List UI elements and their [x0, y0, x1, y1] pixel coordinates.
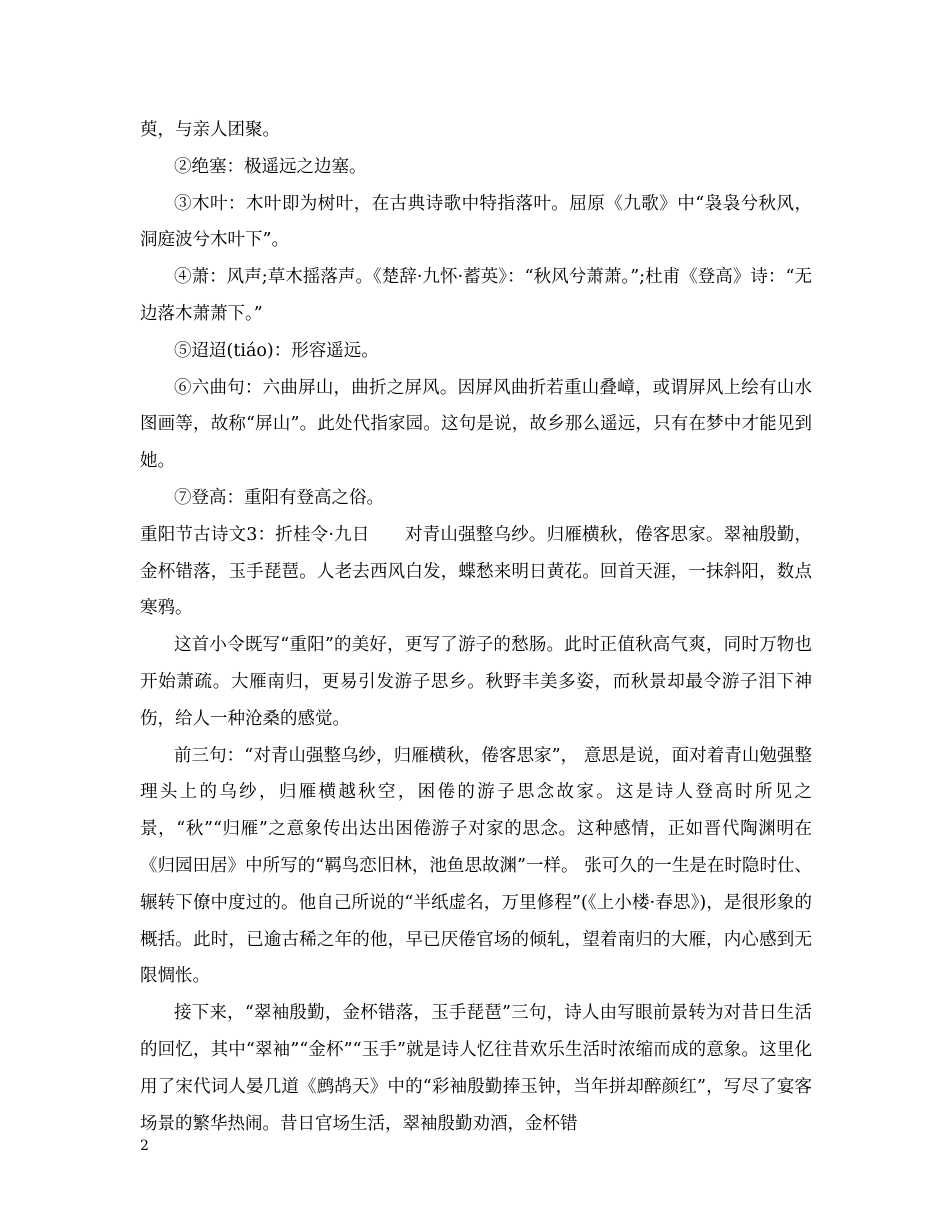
paragraph: ③木叶：木叶即为树叶，在古典诗歌中特指落叶。屈原《九歌》中“袅袅兮秋风，洞庭波兮木叶下”。	[140, 193, 812, 251]
paragraph: 这首小令既写“重阳”的美好，更写了游子的愁肠。此时正值秋高气爽，同时万物也开始萧疏。大雁南归，更易引发游子思乡。秋野丰美多姿，而秋景却最令游子泪下神伤，给人一种沧桑的感觉。	[140, 635, 812, 729]
paragraph: ⑤迢迢(tiáo)：形容遥远。	[174, 340, 379, 361]
document-body	[140, 112, 812, 1142]
paragraph: 前三句：“对青山强整乌纱，归雁横秋，倦客思家”， 意思是说，面对着青山勉强整理头上的乌纱，归雁横越秋空，困倦的游子思念故家。这是诗人登高时所见之景，“秋”“归雁”之意象传出达出困倦游子对家的思念。这种感情，正如晋代陶渊明在《归园田居》中所写的“羁鸟恋旧林，池鱼思故渊”一样。 张可久的一生是在时隐时仕、辗转下僚中度过的。他自己所说的“半纸虚名，万里修程”(《上小楼·春思》)，是很形象的概括。此时，已逾古稀之年的他，早已厌倦官场的倾轧，望着南归的大雁，内心感到无限惆怅。	[140, 745, 812, 987]
paragraph: ⑥六曲句：六曲屏山，曲折之屏风。因屏风曲折若重山叠嶂，或谓屏风上绘有山水图画等，故称“屏山”。此处代指家园。这句是说，故乡那么遥远，只有在梦中才能见到她。	[140, 377, 812, 472]
paragraph: ②绝塞：极遥远之边塞。	[174, 156, 367, 177]
paragraph: 萸，与亲人团聚。	[140, 120, 280, 140]
paragraph: ⑦登高：重阳有登高之俗。	[174, 487, 384, 508]
page-number: 2	[140, 1138, 149, 1154]
paragraph: 接下来，“翠袖殷勤，金杯错落，玉手琵琶”三句，诗人由写眼前景转为对昔日生活的回忆，其中“翠袖”“金杯”“玉手”就是诗人忆往昔欢乐生活时浓缩而成的意象。这里化用了宋代词人晏几道《鹧鸪天》中的“彩袖殷勤捧玉钟，当年拼却醉颜红”，写尽了宴客场景的繁华热闹。昔日官场生活，翠袖殷勤劝酒，金杯错	[140, 1003, 812, 1134]
poem-heading-paragraph: 重阳节古诗文3：折桂令·九日 对青山强整乌纱。归雁横秋，倦客思家。翠袖殷勤，金杯错落，玉手琵琶。人老去西风白发，蝶愁来明日黄花。回首天涯，一抹斜阳，数点寒鸦。	[140, 524, 812, 619]
paragraph: ④萧：风声;草木摇落声。《楚辞·九怀·蓄英》：“秋风兮萧萧。”;杜甫《登高》诗：“无边落木萧萧下。”	[140, 267, 812, 324]
